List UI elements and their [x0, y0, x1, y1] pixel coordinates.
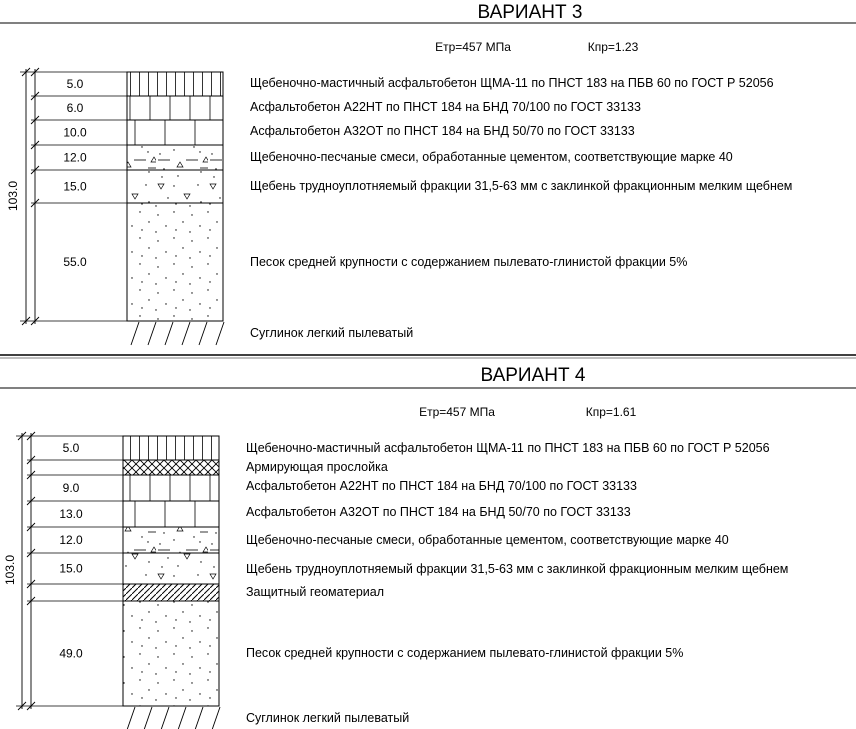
layer-thickness: 10.0	[63, 125, 87, 140]
layer-fill-sand	[127, 203, 223, 321]
subgrade-hatch	[148, 322, 156, 345]
layer-fill-asphalt-sma	[127, 72, 223, 96]
layer-fill-asphalt-coarse	[127, 120, 223, 145]
layer-label: Щебеночно-песчаные смеси, обработанные цементом, соответствующие марке 40	[250, 150, 733, 164]
layer-fill-cement-sand	[127, 145, 223, 170]
subgrade-hatch	[165, 322, 173, 345]
layer-label: Армирующая прослойка	[246, 460, 388, 474]
layer-label: Асфальтобетон А22НТ по ПНСТ 184 на БНД 70/100 по ГОСТ 33133	[250, 100, 641, 114]
layer-thickness: 15.0	[59, 561, 83, 576]
layer-label: Щебень трудноуплотняемый фракции 31,5-63 мм с заклинкой фракционным мелким щебнем	[246, 562, 789, 576]
layer-label: Песок средней крупности с содержанием пылевато-глинистой фракции 5%	[250, 255, 688, 269]
layer-fill-asphalt-fine	[127, 96, 223, 120]
subgrade-hatch	[182, 322, 190, 345]
layer-fill-geotextile	[123, 584, 219, 601]
layer-thickness: 6.0	[66, 101, 84, 115]
layer-thickness: 15.0	[63, 179, 87, 194]
total-thickness: 103.0	[3, 554, 17, 586]
layer-label: Щебень трудноуплотняемый фракции 31,5-63 мм с заклинкой фракционным мелким щебнем	[250, 179, 793, 193]
variant-title: ВАРИАНТ 4	[480, 365, 586, 386]
layer-fill-asphalt-fine	[123, 475, 219, 501]
layer-thickness: 49.0	[59, 646, 83, 661]
layer-thickness: 12.0	[63, 150, 87, 165]
subgrade-label: Суглинок легкий пылеватый	[246, 711, 410, 725]
subgrade-hatch	[199, 322, 207, 345]
layer-thickness: 55.0	[63, 255, 87, 269]
layer-fill-asphalt-coarse	[123, 501, 219, 527]
variant-3-section	[0, 2, 856, 345]
subgrade-hatch	[195, 707, 203, 729]
subgrade-hatch	[131, 322, 139, 345]
subgrade-hatch	[216, 322, 224, 345]
layer-fill-cement-sand	[123, 527, 219, 553]
subgrade-hatch	[144, 707, 152, 729]
kpr-value: Кпр=1.23	[587, 40, 639, 54]
layer-fill-asphalt-sma	[123, 436, 219, 460]
layer-thickness: 13.0	[59, 507, 83, 521]
layer-fill-sand	[123, 601, 219, 706]
layer-label: Щебеночно-мастичный асфальтобетон ЩМА-11 по ПНСТ 183 на ПБВ 60 по ГОСТ Р 52056	[250, 76, 774, 90]
layer-label: Асфальтобетон А32ОТ по ПНСТ 184 на БНД 50/70 по ГОСТ 33133	[250, 124, 635, 138]
layer-fill-crushed-stone	[123, 553, 219, 584]
variant-title: ВАРИАНТ 3	[477, 2, 583, 23]
layer-label: Щебеночно-песчаные смеси, обработанные цементом, соответствующие марке 40	[246, 533, 729, 547]
subgrade-hatch	[161, 707, 169, 729]
layer-fill-geogrid	[123, 460, 219, 475]
variant-4-section	[0, 365, 856, 729]
layer-label: Песок средней крупности с содержанием пылевато-глинистой фракции 5%	[246, 646, 684, 660]
layer-thickness: 5.0	[66, 77, 84, 91]
etr-value: Етр=457 МПа	[435, 40, 511, 54]
layer-label: Асфальтобетон А22НТ по ПНСТ 184 на БНД 70/100 по ГОСТ 33133	[246, 479, 637, 493]
layer-thickness: 5.0	[62, 441, 80, 455]
total-thickness: 103.0	[6, 180, 20, 212]
layer-thickness: 12.0	[59, 533, 83, 547]
layer-thickness: 9.0	[62, 481, 80, 495]
subgrade-label: Суглинок легкий пылеватый	[250, 326, 414, 340]
subgrade-hatch	[178, 707, 186, 729]
etr-value: Етр=457 МПа	[419, 405, 495, 419]
layer-label: Асфальтобетон А32ОТ по ПНСТ 184 на БНД 50/70 по ГОСТ 33133	[246, 505, 631, 519]
kpr-value: Кпр=1.61	[585, 405, 637, 419]
layer-label: Щебеночно-мастичный асфальтобетон ЩМА-11 по ПНСТ 183 на ПБВ 60 по ГОСТ Р 52056	[246, 441, 770, 455]
subgrade-hatch	[127, 707, 135, 729]
layer-label: Защитный геоматериал	[246, 585, 385, 599]
subgrade-hatch	[212, 707, 220, 729]
layer-fill-crushed-stone	[127, 170, 223, 203]
